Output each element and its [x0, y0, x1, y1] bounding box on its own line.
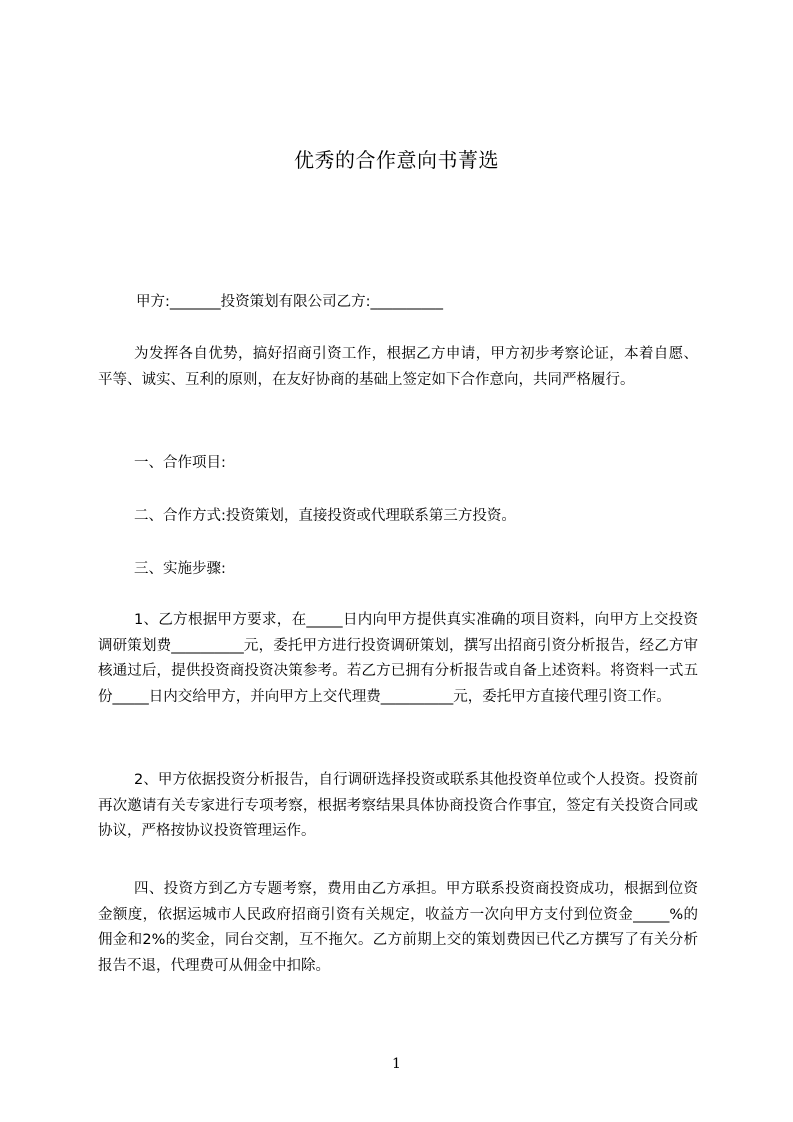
- page-number: 1: [392, 1056, 401, 1072]
- step-2-paragraph: 2、甲方依据投资分析报告，自行调研选择投资或联系其他投资单位或个人投资。投资前再次邀请有关专家进行专项考察，根据考察结果具体协商投资合作事宜，签定有关投资合同或协议，严格按协议投资管理运作。: [98, 772, 698, 839]
- section-1-heading: 一、合作项目:: [134, 455, 226, 471]
- parties-line: 甲方:_______投资策划有限公司乙方:__________: [136, 294, 444, 310]
- intro-paragraph: 为发挥各自优势，搞好招商引资工作，根据乙方申请，甲方初步考察论证，本着自愿、平等、诚实、互利的原则，在友好协商的基础上签定如下合作意向，共同严格履行。: [98, 346, 698, 388]
- section-2-paragraph: 二、合作方式:投资策划，直接投资或代理联系第三方投资。: [134, 508, 516, 524]
- section-4-paragraph: 四、投资方到乙方专题考察，费用由乙方承担。甲方联系投资商投资成功，根据到位资金额度，依据运城市人民政府招商引资有关规定，收益方一次向甲方支付到位资金_____%的佣金和2%的奖金，同台交割，互不拖欠。乙方前期上交的策划费因已代乙方撰写了有关分析报告不退，代理费可从佣金中扣除。: [98, 881, 698, 974]
- document-title: 优秀的合作意向书菁选: [294, 148, 499, 172]
- step-1-paragraph: 1、乙方根据甲方要求，在_____日内向甲方提供真实准确的项目资料，向甲方上交投资调研策划费__________元，委托甲方进行投资调研策划，撰写出招商引资分析报告，经乙方审核通过后，提供投资商投资决策参考。若乙方已拥有分析报告或自备上述资料。将资料一式五份_____日内交给甲方，并向甲方上交代理费__________元，委托甲方直接代理引资工作。: [98, 612, 698, 705]
- section-3-heading: 三、实施步骤:: [134, 561, 226, 577]
